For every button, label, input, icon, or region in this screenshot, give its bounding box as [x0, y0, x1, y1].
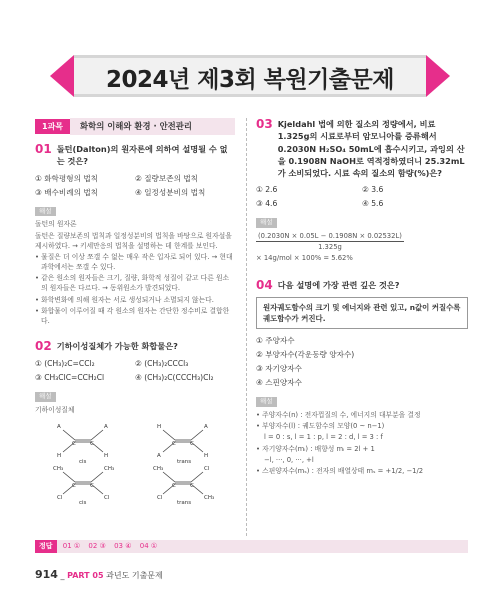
question-01	[35, 143, 235, 168]
trans-label: trans	[177, 500, 192, 505]
page-title: 2024년 제3회 복원기출문제	[106, 67, 394, 93]
svg-text:Cl: Cl	[57, 495, 63, 502]
svg-text:A: A	[57, 424, 61, 431]
svg-text:H: H	[57, 453, 62, 460]
answer-label: 정답	[35, 540, 57, 553]
explanation-label: 해설	[35, 392, 56, 402]
choice-2[interactable]: ② 3.6	[362, 185, 384, 195]
explanation-line: −l, ···, 0, ···, +l	[264, 455, 314, 464]
explanation-line: • 자기양자수(mₗ) : 배향성 mₗ = 2l + 1	[256, 444, 375, 453]
subject-name: 화학의 이해와 환경 · 안전관리	[70, 118, 235, 135]
explanation-line: • 화학변화에 의해 원자는 서로 생성되거나 소멸되지 않는다.	[35, 295, 214, 304]
choice-2[interactable]: ② 부양자수(각운동량 양자수)	[256, 350, 355, 360]
svg-text:C: C	[172, 483, 176, 490]
choice-4[interactable]: ④ 스핀양자수	[256, 378, 302, 388]
subject-tag: 1과목	[35, 119, 70, 135]
choice-1[interactable]: ① 화학평형의 법칙	[35, 173, 98, 183]
explanation-line: l = 0 : s, l = 1 : p, l = 2 : d, l = 3 : f	[264, 433, 383, 442]
left-arrow-decoration	[50, 55, 74, 97]
q1-explanation	[35, 206, 235, 327]
column-divider	[246, 118, 247, 536]
question-number: 03	[256, 117, 273, 131]
explanation-label: 해설	[256, 218, 277, 228]
right-arrow-decoration	[426, 55, 450, 97]
explanation-line: • 화합물이 이루어질 때 각 원소의 원자는 간단한 정수비로 결합한다.	[35, 306, 230, 326]
svg-text:CH₃: CH₃	[104, 466, 115, 473]
question-text: 돌턴(Dalton)의 원자론에 의하여 설명될 수 없는 것은?	[56, 144, 228, 167]
choice-3[interactable]: ③ 4.6	[256, 199, 278, 209]
q2-explanation	[35, 391, 235, 507]
svg-text:A: A	[204, 424, 208, 431]
section-label: 과년도 기출문제	[106, 571, 163, 580]
part-label: PART 05	[67, 571, 104, 580]
svg-text:C: C	[90, 441, 94, 448]
svg-text:CH₃: CH₃	[53, 466, 64, 473]
question-04	[256, 279, 468, 292]
question-box: 원자궤도함수의 크기 및 에너지와 관련 있고, n값이 커질수록 궤도함수가 커진다.	[256, 297, 468, 329]
choice-4[interactable]: ④ (CH₃)₂C(CCCH₃)Cl₂	[135, 373, 214, 383]
choice-3[interactable]: ③ CH₃ClC=CCH₂Cl	[35, 373, 105, 383]
explanation-line: • 부양자수(l) : 궤도함수의 모양(0 ~ n−1)	[256, 422, 385, 431]
svg-text:C: C	[90, 483, 94, 490]
svg-text:H: H	[204, 453, 209, 460]
cis-label: cis	[79, 459, 87, 466]
page-number: 914	[35, 568, 58, 581]
explanation-line: • 같은 원소의 원자들은 크기, 질량, 화학적 성질이 같고 다른 원소의 원자들은 다르다. → 동위원소가 발견되었다.	[35, 274, 230, 293]
svg-text:A: A	[157, 453, 161, 460]
trans-label: trans	[177, 459, 192, 466]
explanation-line: • 주양자수(n) : 전자껍질의 수, 에너지의 대부분을 결정	[256, 410, 421, 419]
question-text: 다음 설명에 가장 관련 깊은 것은?	[277, 279, 400, 290]
explanation-label: 해설	[35, 207, 56, 217]
q4-explanation	[256, 396, 468, 476]
answer-item: 04 ①	[139, 542, 158, 550]
explanation-title: 기하이성질체	[35, 406, 75, 415]
svg-text:C: C	[72, 441, 76, 448]
subject-header	[35, 118, 235, 135]
right-column	[256, 118, 468, 477]
choice-4[interactable]: ④ 일정성분비의 법칙	[135, 187, 206, 197]
fraction-numerator: (0.2030N × 0.05L − 0.1908N × 0.02532L)	[256, 231, 404, 242]
answer-item: 02 ③	[88, 542, 106, 550]
q1-choices	[35, 173, 235, 198]
choice-4[interactable]: ④ 5.6	[362, 199, 384, 209]
svg-text:C: C	[190, 441, 194, 448]
answer-item: 01 ①	[62, 542, 81, 550]
q4-choices	[256, 335, 468, 388]
calculation-result: × 14g/mol × 100% = 5.62%	[256, 253, 353, 262]
svg-text:Cl: Cl	[204, 466, 210, 473]
svg-text:H: H	[157, 424, 162, 431]
svg-text:A: A	[104, 424, 108, 431]
question-text: 기하이성질체가 가능한 화합물은?	[56, 341, 178, 352]
page-footer: 914 _ PART 05 과년도 기출문제	[35, 568, 163, 581]
q2-choices	[35, 358, 235, 383]
explanation-line: 돌턴은 질량보존의 법칙과 일정성분비의 법칙을 바탕으로 원자설을 제시하였다. → 키세만응의 법칙을 설명하는 데 한계를 보인다.	[35, 231, 232, 250]
question-number: 02	[35, 339, 52, 354]
svg-text:C: C	[190, 483, 194, 490]
explanation-line: • 스핀양자수(mₛ) : 전자의 배열상태 mₛ = +1/2, −1/2	[256, 466, 424, 475]
explanation-label: 해설	[256, 397, 277, 407]
explanation-title: 돌턴의 원자론	[35, 220, 77, 229]
geometric-isomer-structures	[35, 416, 235, 504]
svg-text:C: C	[72, 483, 76, 490]
question-03	[256, 118, 468, 179]
left-column	[35, 118, 235, 508]
answer-item: 03 ④	[114, 542, 132, 550]
question-number: 04	[256, 277, 273, 292]
svg-text:Cl: Cl	[157, 495, 163, 502]
choice-2[interactable]: ② (CH₃)₂CCCl₃	[135, 359, 189, 369]
explanation-line: • 물질은 더 이상 쪼갤 수 없는 매우 작은 입자로 되어 있다. → 현대 과학에서는 쪼갤 수 있다.	[35, 252, 233, 272]
cis-label: cis	[79, 500, 87, 505]
svg-text:CH₃: CH₃	[153, 466, 164, 473]
q3-choices	[256, 184, 468, 209]
question-number: 01	[35, 142, 52, 156]
answer-bar	[35, 540, 468, 553]
choice-3[interactable]: ③ 배수비례의 법칙	[35, 187, 98, 197]
svg-text:Cl: Cl	[104, 495, 110, 502]
svg-text:C: C	[172, 441, 176, 448]
calculation-fraction	[256, 231, 404, 252]
svg-text:CH₃: CH₃	[204, 495, 215, 502]
question-02	[35, 340, 235, 353]
q3-explanation	[256, 217, 468, 262]
choice-1[interactable]: ① 2.6	[256, 185, 278, 195]
choice-3[interactable]: ③ 자기양자수	[256, 364, 302, 374]
choice-1[interactable]: ① (CH₃)₂C=CCl₂	[35, 359, 95, 369]
choice-1[interactable]: ① 주양자수	[256, 336, 295, 346]
choice-2[interactable]: ② 질량보존의 법칙	[135, 173, 198, 183]
svg-text:H: H	[104, 453, 109, 460]
title-banner	[50, 55, 450, 97]
question-text: Kjeldahl 법에 의한 질소의 정량에서, 비료 1.325g의 시료로부터 암모니아를 증류해서 0.2030N H₂SO₄ 50mL에 흡수시키고, 과잉의 산을 0.1908N NaOH로 역적정하였더니 25.32mL가 소비되었다. 시료 속의 질소의 함량(%)은?	[277, 119, 465, 179]
fraction-denominator: 1.325g	[318, 243, 342, 252]
